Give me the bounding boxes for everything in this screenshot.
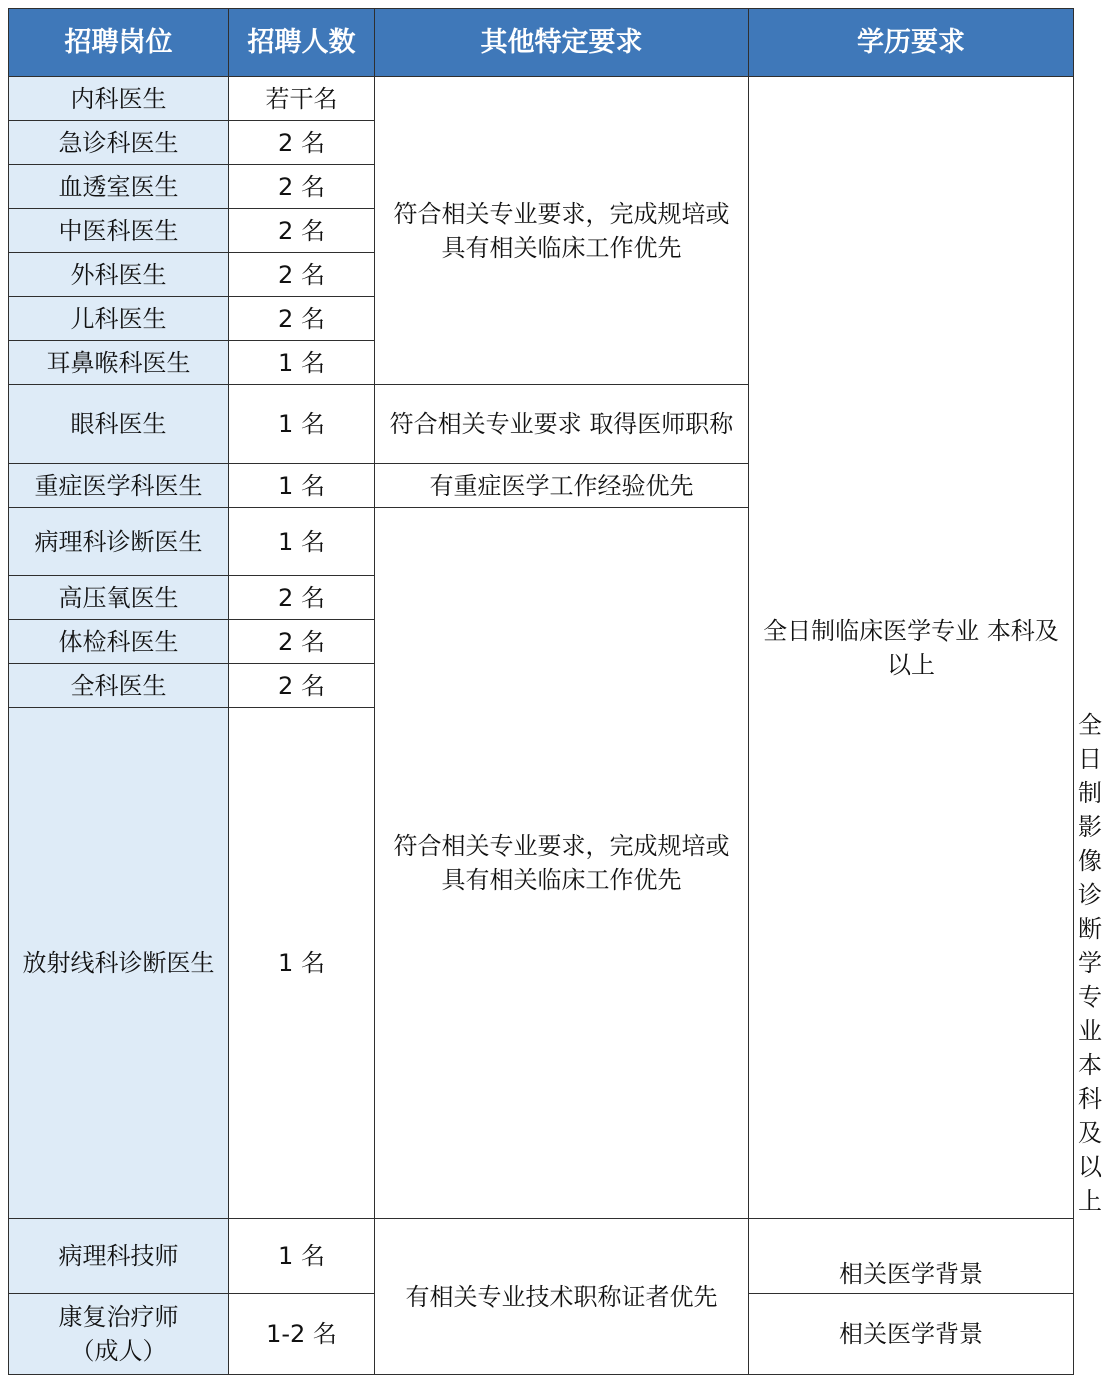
- education-cell-related: 相关医学背景: [749, 1294, 1074, 1375]
- count-cell: 2 名: [229, 620, 375, 664]
- education-line: 全日制临床医学专业: [763, 616, 980, 645]
- count-cell: 1 名: [229, 464, 375, 508]
- position-cell: 高压氧医生: [9, 576, 229, 620]
- requirement-cell-group3: 有重症医学工作经验优先: [375, 464, 749, 508]
- count-cell: 1 名: [229, 708, 375, 1219]
- header-count: 招聘人数: [229, 9, 375, 77]
- education-cell-clinical: [749, 77, 1074, 1219]
- requirement-cell-group4: [375, 508, 749, 1219]
- requirement-line: 符合相关专业要求，完成规培或: [393, 199, 730, 228]
- count-cell: 1 名: [229, 341, 375, 385]
- header-position: 招聘岗位: [9, 9, 229, 77]
- header-education: 学历要求: [749, 9, 1074, 77]
- count-cell: 1 名: [229, 508, 375, 576]
- education-line: 本科及以上: [1078, 1051, 1102, 1215]
- position-cell: 内科医生: [9, 77, 229, 121]
- requirement-cell-group1: [375, 77, 749, 385]
- count-cell: 1 名: [229, 385, 375, 464]
- position-cell: 病理科技师: [9, 1219, 229, 1294]
- count-cell: 2 名: [229, 209, 375, 253]
- requirement-cell-group2: [375, 385, 749, 464]
- requirement-line: 符合相关专业要求: [389, 410, 582, 438]
- recruitment-table: [8, 8, 1102, 1375]
- table-row: [9, 77, 1074, 121]
- position-cell: 急诊科医生: [9, 121, 229, 165]
- position-cell: 放射线科诊断医生: [9, 708, 229, 1219]
- position-cell: 全科医生: [9, 664, 229, 708]
- count-cell: 2 名: [229, 664, 375, 708]
- count-cell: 1-2 名: [229, 1294, 375, 1375]
- count-cell: 2 名: [229, 121, 375, 165]
- table-row: [9, 1219, 1074, 1294]
- position-cell: [9, 1294, 229, 1375]
- requirement-line: 具有相关临床工作优先: [441, 866, 682, 894]
- education-cell-related: 相关医学背景: [749, 1219, 1074, 1294]
- position-cell: 重症医学科医生: [9, 464, 229, 508]
- count-cell: 2 名: [229, 165, 375, 209]
- requirement-line: 具有相关临床工作优先: [441, 233, 682, 262]
- count-cell: 若干名: [229, 77, 375, 121]
- position-cell: 儿科医生: [9, 297, 229, 341]
- header-requirement: 其他特定要求: [375, 9, 749, 77]
- position-cell: 耳鼻喉科医生: [9, 341, 229, 385]
- education-line: 本科及以上: [887, 616, 1059, 679]
- education-line: 全日制影像诊断学专业: [1078, 711, 1102, 1045]
- requirement-cell-group5: 有相关专业技术职称证者优先: [375, 1219, 749, 1375]
- position-cell: 中医科医生: [9, 209, 229, 253]
- position-cell: 病理科诊断医生: [9, 508, 229, 576]
- count-cell: 2 名: [229, 253, 375, 297]
- count-cell: 2 名: [229, 576, 375, 620]
- position-line: 康复治疗师: [58, 1303, 179, 1331]
- header-row: [9, 9, 1074, 77]
- position-cell: 眼科医生: [9, 385, 229, 464]
- requirement-line: 取得医师职称: [589, 410, 734, 438]
- count-cell: 1 名: [229, 1219, 375, 1294]
- position-cell: 体检科医生: [9, 620, 229, 664]
- position-cell: 血透室医生: [9, 165, 229, 209]
- requirement-line: 符合相关专业要求，完成规培或: [393, 832, 730, 860]
- count-cell: 2 名: [229, 297, 375, 341]
- position-line: （成人）: [70, 1337, 167, 1365]
- position-cell: 外科医生: [9, 253, 229, 297]
